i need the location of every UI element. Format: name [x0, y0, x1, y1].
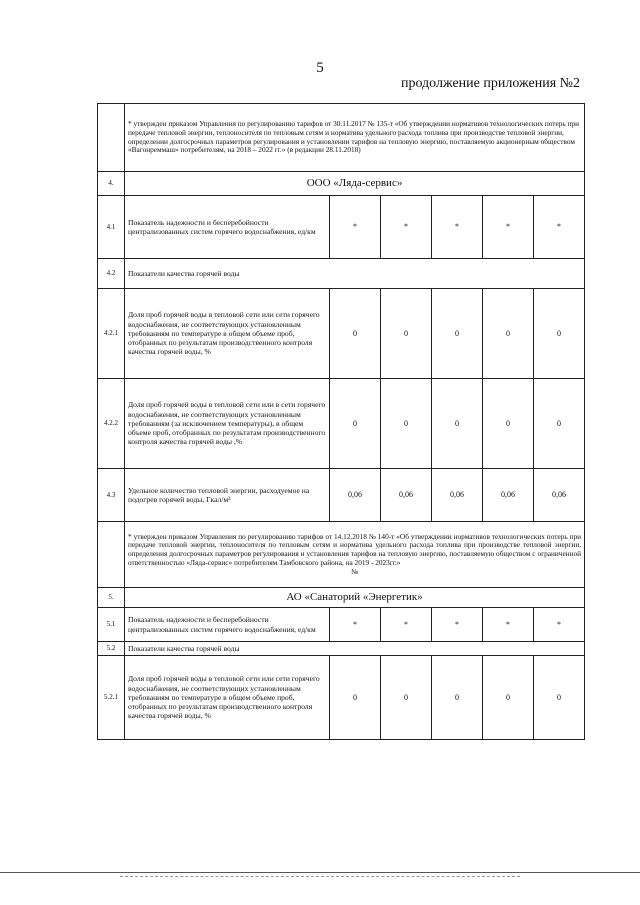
row-number: 5.1 [98, 608, 125, 642]
value-cell: 0 [330, 379, 381, 469]
row-indicator-label: Доля проб горячей воды в тепловой сети или сети горячего водоснабжения, не соответствующих установленным требованиям по температуре в общем объеме проб, отобранных по результатам производственного контроля качества горячей воды, % [125, 289, 330, 379]
row-indicator-label: Показатель надежности и бесперебойности централизованных систем горячего водоснабжения, ед/км [125, 608, 330, 642]
footnote-order-140 [125, 522, 585, 588]
value-cell: 0 [534, 289, 585, 379]
value-cell: 0,06 [432, 469, 483, 522]
row-indicator-label: Показатели качества горячей воды [125, 259, 585, 289]
table-row [98, 259, 585, 289]
value-cell: 0 [381, 379, 432, 469]
section-number: 5. [98, 588, 125, 608]
section-organization-name: ООО «Ляда-сервис» [125, 172, 585, 196]
table-row [98, 196, 585, 259]
empty-number-cell [98, 104, 125, 172]
row-indicator-label: Показатель надежности и бесперебойности централизованных систем горячего водоснабжения, ед/км [125, 196, 330, 259]
row-number: 4.2 [98, 259, 125, 289]
value-cell: * [483, 608, 534, 642]
row-number: 4.1 [98, 196, 125, 259]
table-row [98, 642, 585, 656]
value-cell: 0 [432, 289, 483, 379]
row-indicator-label: Доля проб горячей воды в тепловой сети или сети горячего водоснабжения, не соответствующих установленным требованиям по температуре в общем объеме проб, отобранных по результатам производственного контроля качества горячей воды, % [125, 656, 330, 740]
value-cell: 0 [432, 379, 483, 469]
empty-number-cell [98, 522, 125, 588]
value-cell: 0 [483, 656, 534, 740]
row-number: 5.2.1 [98, 656, 125, 740]
value-cell: 0 [483, 289, 534, 379]
value-cell: * [381, 196, 432, 259]
row-number: 4.2.2 [98, 379, 125, 469]
value-cell: 0 [330, 289, 381, 379]
value-cell: * [483, 196, 534, 259]
row-number: 4.2.1 [98, 289, 125, 379]
value-cell: 0 [534, 379, 585, 469]
value-cell: * [330, 608, 381, 642]
value-cell: 0 [330, 656, 381, 740]
value-cell: 0 [483, 379, 534, 469]
table-row [98, 522, 585, 588]
row-indicator-label: Доля проб горячей воды в тепловой сети или в сети горячего водоснабжения, не соответствующих установленным требованиям (за исключением температуры), в общем объеме проб, отобранных по результатам производственного контроля качества горячей воды ,% [125, 379, 330, 469]
scan-artifact-line [120, 876, 520, 877]
value-cell: * [534, 608, 585, 642]
row-number: 4.3 [98, 469, 125, 522]
table-row [98, 469, 585, 522]
footnote-order-135: * утвержден приказом Управления по регулированию тарифов от 30.11.2017 № 135-т «Об утверждении нормативов технологических потерь при передаче тепловой энергии, теплоносителя по тепловым сетям и норматива удельного расхода топлива при производстве тепловой энергии, определении долгосрочных параметров регулирования и установлении тарифов на тепловую энергию, поставляемую акционерным обществом «Вагонреммаш» потребителям, на 2018 – 2022 гг.» (в редакции 28.11.2018) [125, 104, 585, 172]
section-header-row [98, 588, 585, 608]
row-indicator-label: Удельное количество тепловой энергии, расходуемое на подогрев горячей воды, Гкал/м³ [125, 469, 330, 522]
value-cell: 0,06 [534, 469, 585, 522]
value-cell: * [381, 608, 432, 642]
value-cell: * [432, 608, 483, 642]
value-cell: * [330, 196, 381, 259]
value-cell: 0,06 [330, 469, 381, 522]
table-row [98, 656, 585, 740]
table-row [98, 379, 585, 469]
appendix-continuation-note: продолжение приложения №2 [400, 76, 580, 91]
value-cell: 0 [381, 289, 432, 379]
value-cell: 0 [381, 656, 432, 740]
value-cell: * [432, 196, 483, 259]
footnote-number-sign: № [351, 566, 359, 576]
table-row [98, 104, 585, 172]
row-indicator-label: Показатели качества горячей воды [125, 642, 585, 656]
page-number: 5 [316, 60, 324, 76]
section-number: 4. [98, 172, 125, 196]
row-number: 5.2 [98, 642, 125, 656]
value-cell: * [534, 196, 585, 259]
value-cell: 0,06 [483, 469, 534, 522]
section-organization-name: АО «Санаторий «Энергетик» [125, 588, 585, 608]
table-row [98, 289, 585, 379]
section-header-row [98, 172, 585, 196]
page-bottom-rule [0, 872, 640, 873]
value-cell: 0 [432, 656, 483, 740]
value-cell: 0,06 [381, 469, 432, 522]
value-cell: 0 [534, 656, 585, 740]
footnote-text: * утвержден приказом Управления по регулированию тарифов от 14.12.2018 № 140-т «Об утверждении нормативов технологических потерь при передаче тепловой энергии, теплоносителя по тепловым сетям и норматива удельного расхода топлива при производстве тепловой энергии, определения долгосрочных параметров регулирования и установления тарифов на тепловую энергию, поставляемую обществом с ограниченной ответственностью «Ляда-сервис» потребителям Тамбовского района, на 2019 - 2023гг.» [128, 531, 582, 567]
table-row [98, 608, 585, 642]
indicators-table [97, 103, 585, 740]
